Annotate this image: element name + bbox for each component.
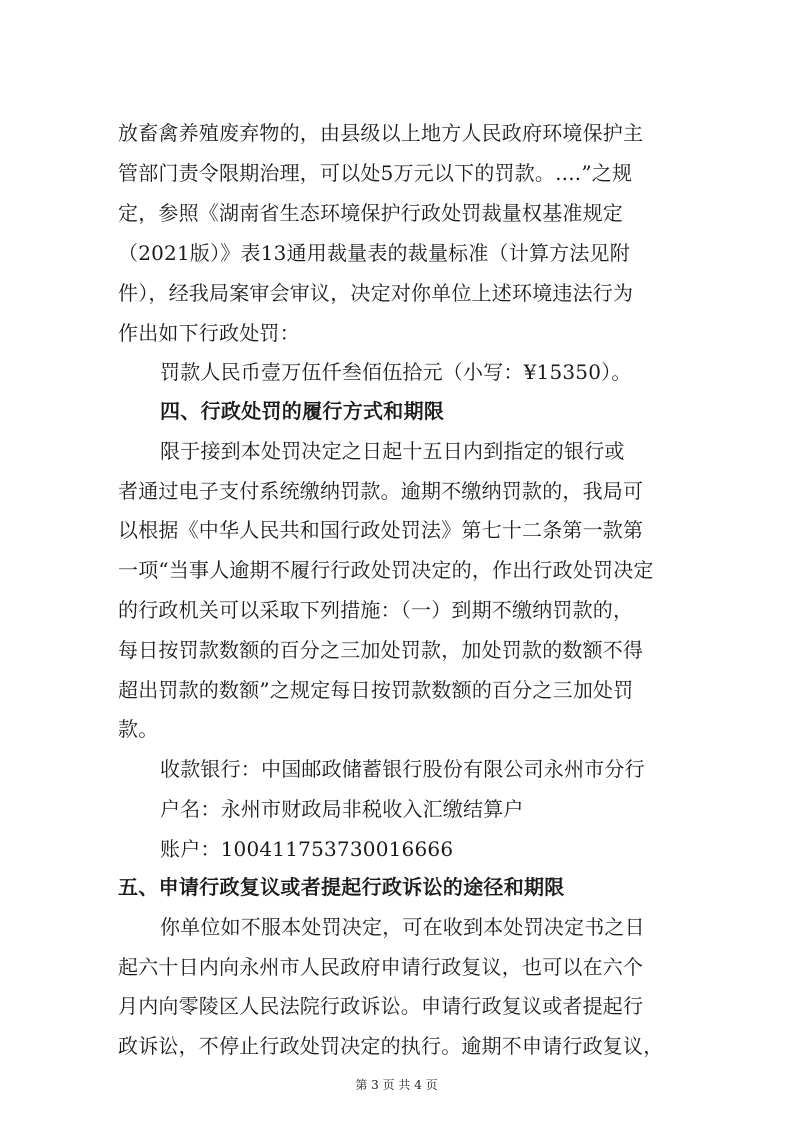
penalty-amount-line: 罚款人民币壹万伍仟叁佰伍拾元（小写：¥15350）。 xyxy=(160,360,632,384)
text-line-21: 你单位如不服本处罚决定，可在收到本处罚决定书之日 xyxy=(160,915,645,939)
text-line-14: 每日按罚款数额的百分之三加处罚款，加处罚款的数额不得 xyxy=(118,638,644,662)
text-line-6: 作出如下行政处罚： xyxy=(118,321,300,345)
section-heading-five: 五、申请行政复议或者提起行政诉讼的途径和期限 xyxy=(118,875,565,899)
page-footer: 第 3 页 共 4 页 xyxy=(355,1078,438,1092)
text-line-5: 件），经我局案审会审议，决定对你单位上述环境违法行为 xyxy=(118,281,634,305)
text-line-4: （2021版）》表13通用裁量表的裁量标准（计算方法见附 xyxy=(118,241,630,265)
text-line-11: 以根据《中华人民共和国行政处罚法》第七十二条第一款第 xyxy=(118,518,644,542)
text-line-9: 限于接到本处罚决定之日起十五日内到指定的银行或 xyxy=(160,439,625,463)
text-line-13: 的行政机关可以采取下列措施：（一）到期不缴纳罚款的， xyxy=(118,598,634,622)
text-line-1: 放畜禽养殖废弃物的，由县级以上地方人民政府环境保护主 xyxy=(118,121,644,145)
text-line-16: 款。 xyxy=(118,717,159,741)
text-line-3: 定，参照《湖南省生态环境保护行政处罚裁量权基准规定 xyxy=(118,201,623,225)
text-line-2: 管部门责令限期治理，可以处5万元以下的罚款。....”之规 xyxy=(118,161,633,185)
section-heading-four: 四、行政处罚的履行方式和期限 xyxy=(160,399,445,423)
text-line-15: 超出罚款的数额”之规定每日按罚款数额的百分之三加处罚 xyxy=(118,678,634,702)
account-name-line: 户名：永州市财政局非税收入汇缴结算户 xyxy=(160,797,524,821)
account-number-line: 账户：100411753730016666 xyxy=(160,837,454,861)
text-line-23: 月内向零陵区人民法院行政诉讼。申请行政复议或者提起行 xyxy=(118,994,644,1018)
text-line-10: 者通过电子支付系统缴纳罚款。逾期不缴纳罚款的，我局可 xyxy=(118,479,644,503)
text-line-12: 一项“当事人逾期不履行行政处罚决定的，作出行政处罚决定 xyxy=(118,558,654,582)
bank-name-line: 收款银行：中国邮政储蓄银行股份有限公司永州市分行 xyxy=(160,757,645,781)
text-line-22: 起六十日内向永州市人民政府申请行政复议，也可以在六个 xyxy=(118,955,644,979)
text-line-24: 政诉讼，不停止行政处罚决定的执行。逾期不申请行政复议， xyxy=(118,1034,664,1058)
